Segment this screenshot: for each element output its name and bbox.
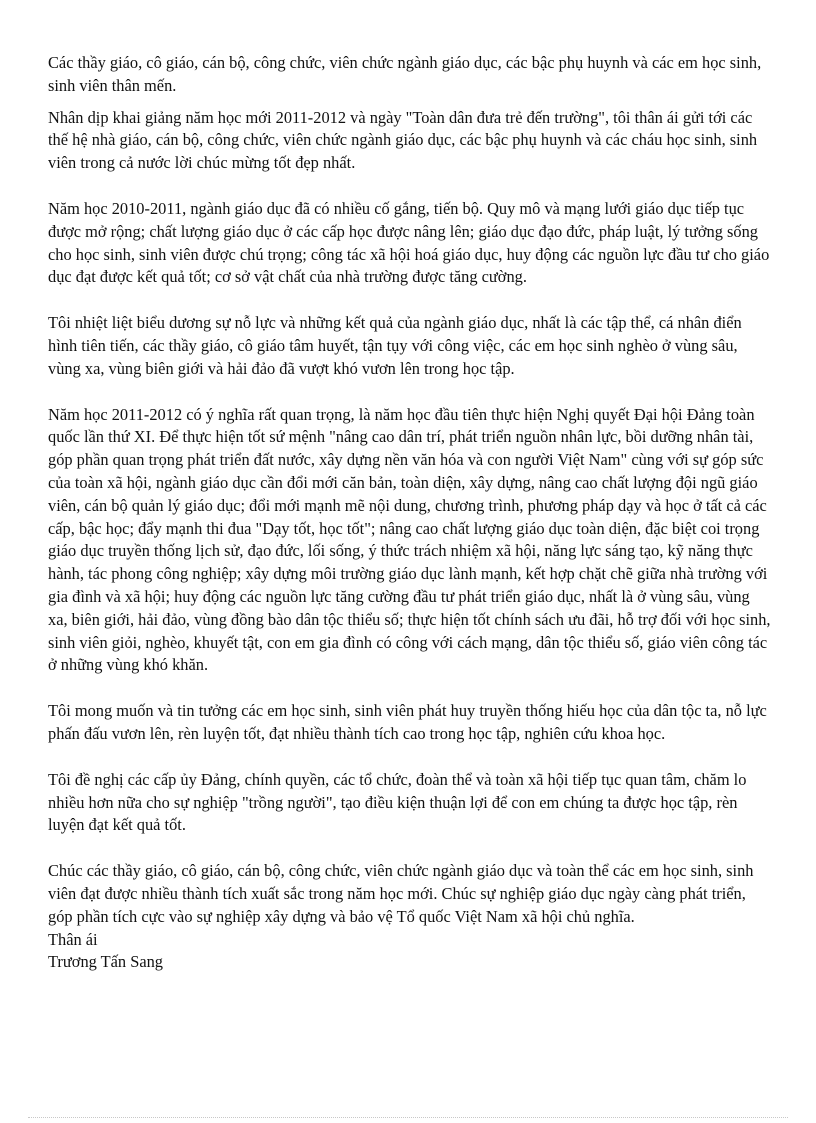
greeting-paragraph: Các thầy giáo, cô giáo, cán bộ, công chức, viên chức ngành giáo dục, các bậc phụ huynh và các em học sinh, sinh viên thân mến.	[48, 53, 762, 95]
paragraph-wishes: Chúc các thầy giáo, cô giáo, cán bộ, công chức, viên chức ngành giáo dục và toàn thể các em học sinh, sinh viên đạt được nhiều thành tích xuất sắc trong năm học mới. Chúc sự nghiệp giáo dục ngày càng phát triển, góp phần tích cực vào sự nghiệp xây dựng và bảo vệ Tổ quốc Việt Nam xã hội chủ nghĩa.	[48, 861, 754, 926]
paragraph-commendation: Tôi nhiệt liệt biểu dương sự nỗ lực và những kết quả của ngành giáo dục, nhất là các tập thể, cá nhân điển hình tiên tiến, các thầy giáo, cô giáo tâm huyết, tận tụy với công việc, các em học sinh nghèo ở vùng sâu, vùng xa, vùng biên giới và hải đảo đã vượt khó vươn lên trong học tập.	[48, 313, 742, 378]
page-bottom-divider	[28, 1117, 788, 1118]
paragraph-opening: Nhân dịp khai giảng năm học mới 2011-2012 và ngày "Toàn dân đưa trẻ đến trường", tôi thân ái gửi tới các thế hệ nhà giáo, cán bộ, công chức, viên chức ngành giáo dục, các bậc phụ huynh và các cháu học sinh, sinh viên trong cả nước lời chúc mừng tốt đẹp nhất.	[48, 107, 758, 173]
signature-name: Trương Tấn Sang	[48, 952, 163, 972]
paragraph-students: Tôi mong muốn và tin tưởng các em học sinh, sinh viên phát huy truyền thống hiếu học của dân tộc ta, nỗ lực phấn đấu vươn lên, rèn luyện tốt, đạt nhiều thành tích cao trong học tập, nghiên cứu khoa học.	[48, 701, 767, 743]
paragraph-authorities: Tôi đề nghị các cấp ủy Đảng, chính quyền, các tổ chức, đoàn thể và toàn xã hội tiếp tục quan tâm, chăm lo nhiều hơn nữa cho sự nghiệp "trồng người", tạo điều kiện thuận lợi để con em chúng ta được học tập, rèn luyện đạt kết quả tốt.	[48, 769, 747, 835]
closing-line: Thân ái	[48, 929, 98, 949]
letter-body	[48, 52, 772, 974]
paragraph-new-year-tasks: Năm học 2011-2012 có ý nghĩa rất quan trọng, là năm học đầu tiên thực hiện Nghị quyết Đại hội Đảng toàn quốc lần thứ XI. Để thực hiện tốt sứ mệnh "nâng cao dân trí, phát triển nguồn nhân lực, bồi dưỡng nhân tài, góp phần quan trọng phát triển đất nước, xây dựng nền văn hóa và con người Việt Nam" cùng với sự góp sức của toàn xã hội, ngành giáo dục cần đổi mới căn bản, toàn diện, xây dựng, nâng cao chất lượng đội ngũ giáo viên, cán bộ quản lý giáo dục; đổi mới mạnh mẽ nội dung, chương trình, phương pháp dạy và học ở tất cả các cấp, bậc học; đẩy mạnh thi đua "Dạy tốt, học tốt"; nâng cao chất lượng giáo dục toàn diện, đặc biệt coi trọng giáo dục truyền thống lịch sử, đạo đức, lối sống, ý thức trách nhiệm xã hội, năng lực sáng tạo, kỹ năng thực hành, tác phong công nghiệp; xây dựng môi trường giáo dục lành mạnh, kết hợp chặt chẽ giữa nhà trường với gia đình và xã hội; huy động các nguồn lực tăng cường đầu tư phát triển giáo dục, nhất là ở vùng sâu, vùng xa, biên giới, hải đảo, vùng đồng bào dân tộc thiểu số; thực hiện tốt chính sách ưu đãi, hỗ trợ đối với học sinh, sinh viên giỏi, nghèo, khuyết tật, con em gia đình có công với cách mạng, dân tộc thiểu số, giáo viên công tác ở những vùng khó khăn.	[48, 404, 771, 675]
paragraph-past-year: Năm học 2010-2011, ngành giáo dục đã có nhiều cố gắng, tiến bộ. Quy mô và mạng lưới giáo dục tiếp tục được mở rộng; chất lượng giáo dục ở các cấp học được nâng lên; giáo dục đạo đức, pháp luật, lý tưởng sống cho học sinh, sinh viên được chú trọng; công tác xã hội hoá giáo dục, huy động các nguồn lực đầu tư cho giáo dục đạt được kết quả tốt; cơ sở vật chất của nhà trường được tăng cường.	[48, 198, 770, 287]
